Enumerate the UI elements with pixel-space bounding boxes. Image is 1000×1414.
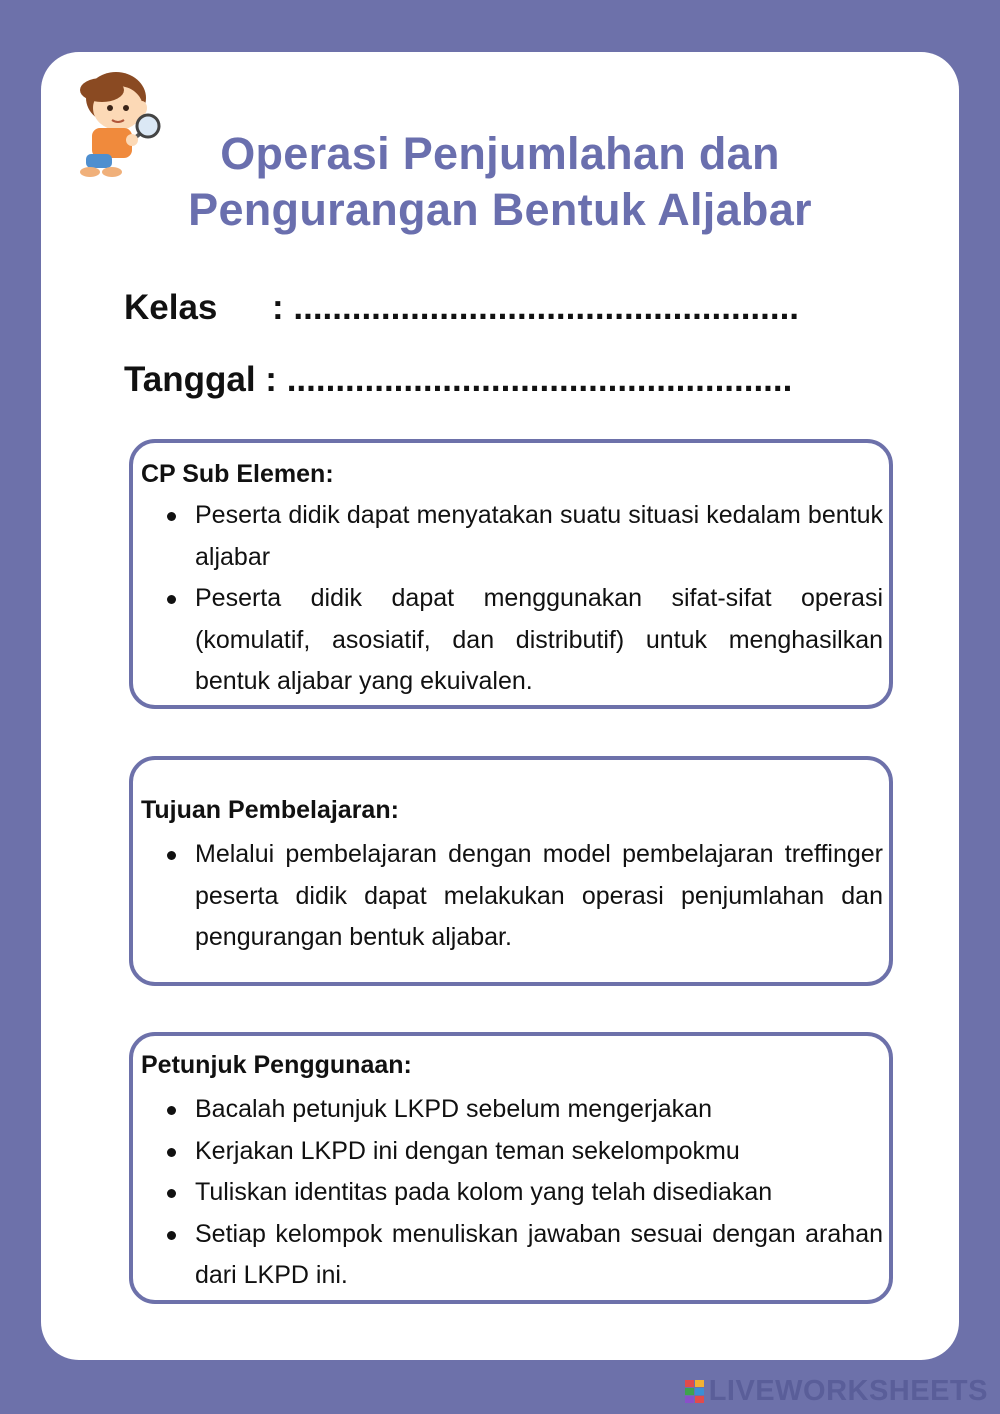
petunjuk-list	[161, 1089, 883, 1297]
tanggal-label: Tanggal :	[124, 360, 277, 399]
list-item-text: Bacalah petunjuk LKPD sebelum mengerjakan	[195, 1095, 712, 1123]
cp-heading: CP Sub Elemen:	[141, 460, 334, 488]
kelas-field	[124, 288, 799, 328]
tujuan-list	[161, 834, 883, 959]
bullet-icon	[167, 1106, 176, 1115]
kelas-label: Kelas	[124, 288, 218, 327]
list-item-text: Kerjakan LKPD ini dengan teman sekelompokmu	[195, 1136, 740, 1165]
list-item	[161, 578, 883, 703]
list-item	[161, 834, 883, 959]
bullet-icon	[167, 512, 176, 521]
tujuan-pembelajaran-box	[129, 756, 893, 986]
page-title: Operasi Penjumlahan dan Pengurangan Bentuk Aljabar	[188, 128, 812, 235]
bullet-icon	[167, 1189, 176, 1198]
list-item	[161, 1089, 883, 1131]
bullet-icon	[167, 595, 176, 604]
brand-name: LIVEWORKSHEETS	[708, 1375, 988, 1407]
list-item-text: Setiap kelompok menuliskan jawaban sesuai dengan arahan dari LKPD ini.	[195, 1219, 883, 1289]
cp-sub-elemen-box	[129, 439, 893, 709]
tanggal-field	[124, 360, 792, 400]
kelas-input-line[interactable]: : ....................................................	[272, 288, 800, 327]
cp-list	[161, 495, 883, 703]
bullet-icon	[167, 851, 176, 860]
list-item	[161, 1214, 883, 1297]
tujuan-heading: Tujuan Pembelajaran:	[141, 796, 399, 824]
list-item-text: Peserta didik dapat menggunakan sifat-sifat operasi (komulatif, asosiatif, dan distributif) untuk menghasilkan bentuk aljabar yang ekuivalen.	[195, 584, 883, 695]
list-item-text: Peserta didik dapat menyatakan suatu situasi kedalam bentuk aljabar	[195, 501, 883, 571]
bullet-icon	[167, 1231, 176, 1240]
petunjuk-heading: Petunjuk Penggunaan:	[141, 1051, 412, 1079]
list-item-text: Melalui pembelajaran dengan model pembelajaran treffinger peserta didik dapat melakukan operasi penjumlahan dan pengurangan bentuk aljabar.	[195, 840, 883, 951]
petunjuk-penggunaan-box	[129, 1032, 893, 1304]
bullet-icon	[167, 1148, 176, 1157]
list-item-text: Tuliskan identitas pada kolom yang telah disediakan	[195, 1178, 773, 1206]
tanggal-input-line[interactable]: ....................................................	[286, 360, 793, 399]
liveworksheets-logo-icon	[685, 1380, 705, 1404]
list-item	[161, 1131, 883, 1173]
list-item	[161, 495, 883, 578]
liveworksheets-brand[interactable]	[685, 1375, 988, 1408]
list-item	[161, 1172, 883, 1214]
